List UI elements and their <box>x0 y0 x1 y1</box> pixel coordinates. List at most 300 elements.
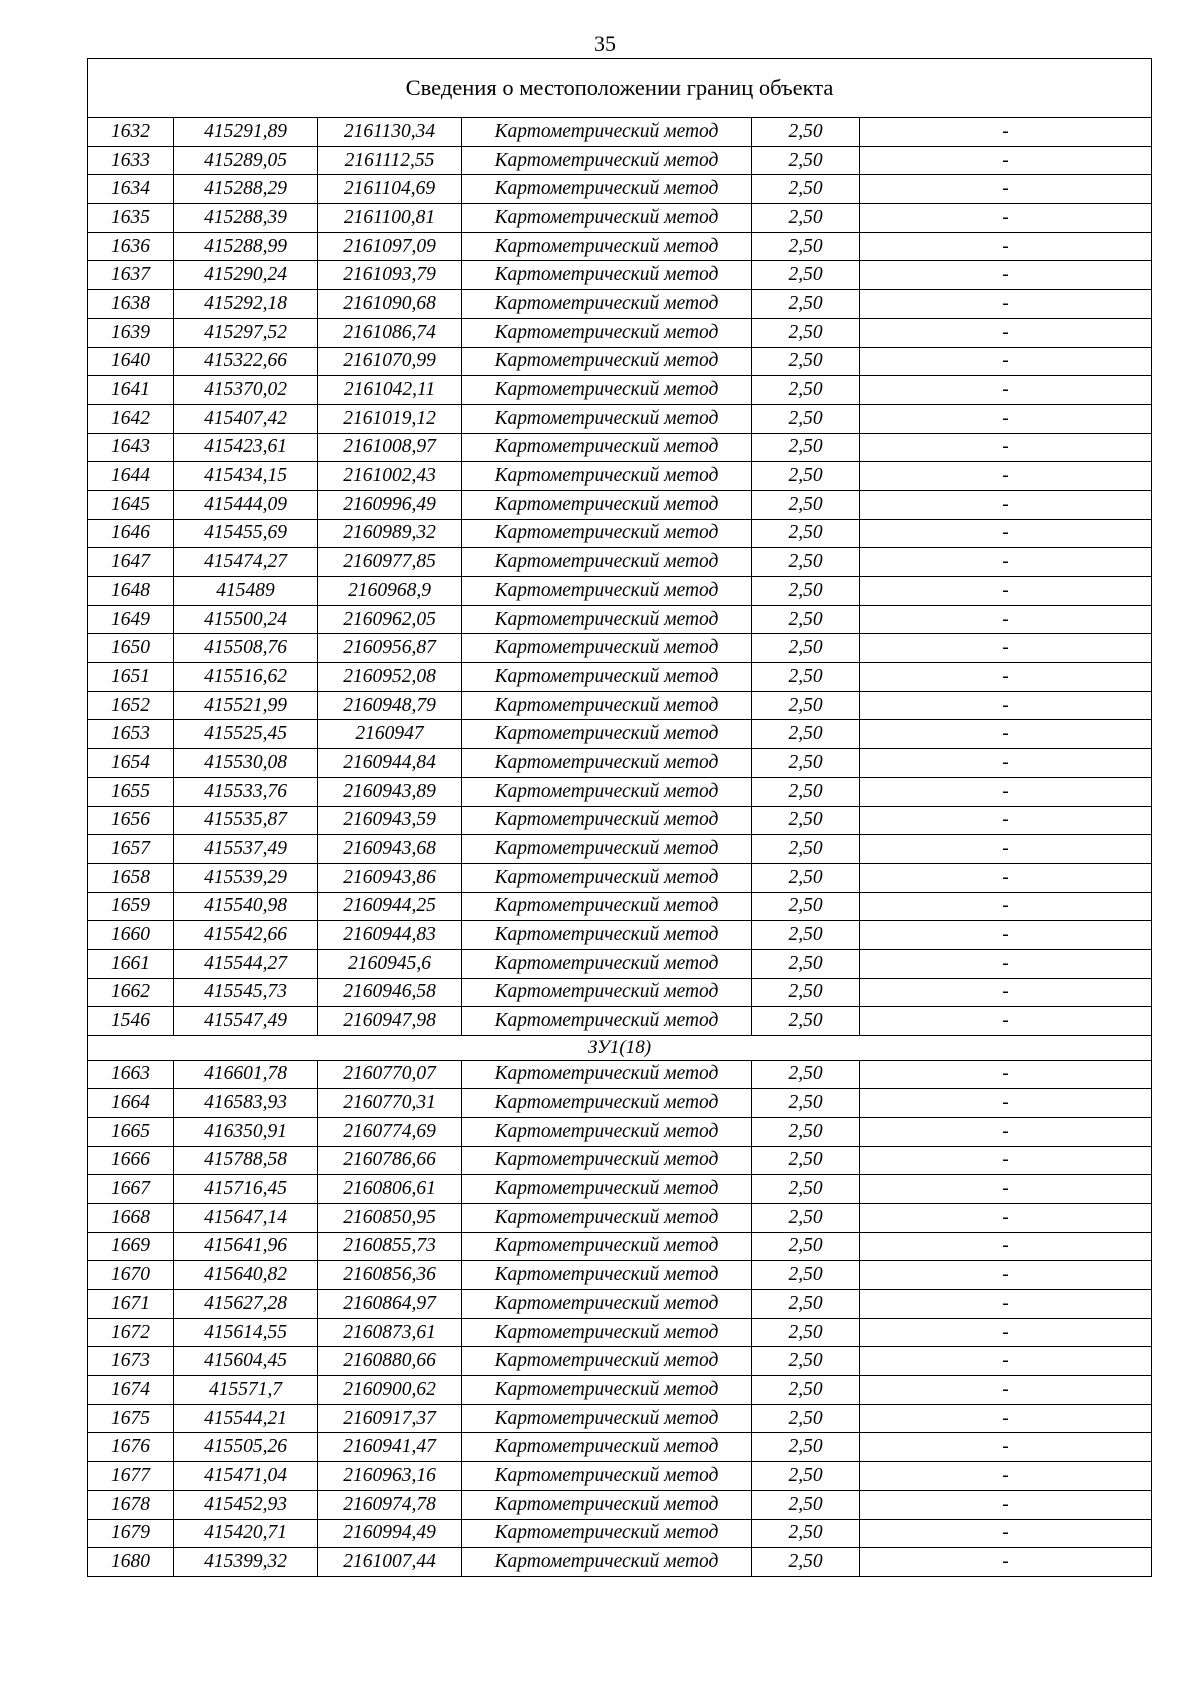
description-cell: - <box>860 1203 1152 1232</box>
method-cell: Картометрический метод <box>462 1462 752 1491</box>
description-cell: - <box>860 949 1152 978</box>
table-row <box>88 1290 1152 1319</box>
description-cell: - <box>860 204 1152 233</box>
description-cell: - <box>860 318 1152 347</box>
y-coordinate-cell: 2160944,25 <box>318 892 462 921</box>
description-cell: - <box>860 691 1152 720</box>
y-coordinate-cell: 2161130,34 <box>318 118 462 147</box>
y-coordinate-cell: 2160974,78 <box>318 1490 462 1519</box>
accuracy-cell: 2,50 <box>752 232 860 261</box>
method-cell: Картометрический метод <box>462 1318 752 1347</box>
method-cell: Картометрический метод <box>462 232 752 261</box>
point-number-cell: 1670 <box>88 1261 174 1290</box>
method-cell: Картометрический метод <box>462 835 752 864</box>
point-number-cell: 1666 <box>88 1146 174 1175</box>
table-row <box>88 232 1152 261</box>
accuracy-cell: 2,50 <box>752 949 860 978</box>
y-coordinate-cell: 2160956,87 <box>318 634 462 663</box>
x-coordinate-cell: 415407,42 <box>174 404 318 433</box>
x-coordinate-cell: 415571,7 <box>174 1376 318 1405</box>
y-coordinate-cell: 2160944,84 <box>318 749 462 778</box>
table-row <box>88 548 1152 577</box>
y-coordinate-cell: 2160948,79 <box>318 691 462 720</box>
point-number-cell: 1668 <box>88 1203 174 1232</box>
method-cell: Картометрический метод <box>462 1376 752 1405</box>
table-row <box>88 490 1152 519</box>
method-cell: Картометрический метод <box>462 720 752 749</box>
y-coordinate-cell: 2161093,79 <box>318 261 462 290</box>
description-cell: - <box>860 1089 1152 1118</box>
accuracy-cell: 2,50 <box>752 806 860 835</box>
accuracy-cell: 2,50 <box>752 1060 860 1089</box>
table-row <box>88 376 1152 405</box>
x-coordinate-cell: 415537,49 <box>174 835 318 864</box>
description-cell: - <box>860 806 1152 835</box>
accuracy-cell: 2,50 <box>752 1318 860 1347</box>
x-coordinate-cell: 415489 <box>174 577 318 606</box>
point-number-cell: 1647 <box>88 548 174 577</box>
x-coordinate-cell: 415500,24 <box>174 605 318 634</box>
table-row <box>88 1089 1152 1118</box>
x-coordinate-cell: 415444,09 <box>174 490 318 519</box>
x-coordinate-cell: 415716,45 <box>174 1175 318 1204</box>
description-cell: - <box>860 175 1152 204</box>
accuracy-cell: 2,50 <box>752 1146 860 1175</box>
description-cell: - <box>860 404 1152 433</box>
y-coordinate-cell: 2160943,86 <box>318 863 462 892</box>
point-number-cell: 1660 <box>88 921 174 950</box>
x-coordinate-cell: 415505,26 <box>174 1433 318 1462</box>
description-cell: - <box>860 376 1152 405</box>
x-coordinate-cell: 415399,32 <box>174 1548 318 1577</box>
method-cell: Картометрический метод <box>462 978 752 1007</box>
point-number-cell: 1680 <box>88 1548 174 1577</box>
x-coordinate-cell: 415788,58 <box>174 1146 318 1175</box>
accuracy-cell: 2,50 <box>752 1203 860 1232</box>
description-cell: - <box>860 290 1152 319</box>
point-number-cell: 1640 <box>88 347 174 376</box>
x-coordinate-cell: 415434,15 <box>174 462 318 491</box>
point-number-cell: 1672 <box>88 1318 174 1347</box>
y-coordinate-cell: 2160864,97 <box>318 1290 462 1319</box>
accuracy-cell: 2,50 <box>752 1433 860 1462</box>
description-cell: - <box>860 1146 1152 1175</box>
table-title: Сведения о местоположении границ объекта <box>88 59 1152 118</box>
description-cell: - <box>860 892 1152 921</box>
accuracy-cell: 2,50 <box>752 1089 860 1118</box>
accuracy-cell: 2,50 <box>752 318 860 347</box>
accuracy-cell: 2,50 <box>752 1117 860 1146</box>
table-row <box>88 1519 1152 1548</box>
accuracy-cell: 2,50 <box>752 1175 860 1204</box>
accuracy-cell: 2,50 <box>752 863 860 892</box>
y-coordinate-cell: 2160952,08 <box>318 663 462 692</box>
accuracy-cell: 2,50 <box>752 1519 860 1548</box>
table-row <box>88 663 1152 692</box>
method-cell: Картометрический метод <box>462 634 752 663</box>
description-cell: - <box>860 1117 1152 1146</box>
table-row <box>88 1548 1152 1577</box>
table-row <box>88 290 1152 319</box>
description-cell: - <box>860 347 1152 376</box>
description-cell: - <box>860 261 1152 290</box>
y-coordinate-cell: 2161042,11 <box>318 376 462 405</box>
accuracy-cell: 2,50 <box>752 1232 860 1261</box>
description-cell: - <box>860 777 1152 806</box>
point-number-cell: 1636 <box>88 232 174 261</box>
table-row <box>88 1318 1152 1347</box>
y-coordinate-cell: 2161097,09 <box>318 232 462 261</box>
x-coordinate-cell: 415420,71 <box>174 1519 318 1548</box>
x-coordinate-cell: 415540,98 <box>174 892 318 921</box>
accuracy-cell: 2,50 <box>752 204 860 233</box>
method-cell: Картометрический метод <box>462 663 752 692</box>
method-cell: Картометрический метод <box>462 548 752 577</box>
x-coordinate-cell: 416583,93 <box>174 1089 318 1118</box>
table-row <box>88 1261 1152 1290</box>
y-coordinate-cell: 2161104,69 <box>318 175 462 204</box>
x-coordinate-cell: 415530,08 <box>174 749 318 778</box>
accuracy-cell: 2,50 <box>752 1376 860 1405</box>
point-number-cell: 1645 <box>88 490 174 519</box>
description-cell: - <box>860 490 1152 519</box>
table-row <box>88 921 1152 950</box>
x-coordinate-cell: 415542,66 <box>174 921 318 950</box>
point-number-cell: 1639 <box>88 318 174 347</box>
table-row <box>88 1462 1152 1491</box>
y-coordinate-cell: 2160873,61 <box>318 1318 462 1347</box>
table-title-row <box>88 59 1152 118</box>
description-cell: - <box>860 749 1152 778</box>
accuracy-cell: 2,50 <box>752 577 860 606</box>
description-cell: - <box>860 921 1152 950</box>
accuracy-cell: 2,50 <box>752 634 860 663</box>
point-number-cell: 1662 <box>88 978 174 1007</box>
x-coordinate-cell: 415322,66 <box>174 347 318 376</box>
method-cell: Картометрический метод <box>462 290 752 319</box>
method-cell: Картометрический метод <box>462 1490 752 1519</box>
method-cell: Картометрический метод <box>462 749 752 778</box>
boundary-points-table <box>87 58 1152 1577</box>
accuracy-cell: 2,50 <box>752 519 860 548</box>
accuracy-cell: 2,50 <box>752 1007 860 1036</box>
accuracy-cell: 2,50 <box>752 691 860 720</box>
y-coordinate-cell: 2160880,66 <box>318 1347 462 1376</box>
table-row <box>88 749 1152 778</box>
method-cell: Картометрический метод <box>462 118 752 147</box>
description-cell: - <box>860 835 1152 864</box>
table-row <box>88 892 1152 921</box>
y-coordinate-cell: 2160963,16 <box>318 1462 462 1491</box>
table-row <box>88 720 1152 749</box>
x-coordinate-cell: 415474,27 <box>174 548 318 577</box>
method-cell: Картометрический метод <box>462 318 752 347</box>
table-row <box>88 835 1152 864</box>
x-coordinate-cell: 415288,29 <box>174 175 318 204</box>
table-row <box>88 1347 1152 1376</box>
point-number-cell: 1656 <box>88 806 174 835</box>
table-row <box>88 347 1152 376</box>
description-cell: - <box>860 1433 1152 1462</box>
x-coordinate-cell: 415647,14 <box>174 1203 318 1232</box>
y-coordinate-cell: 2160947,98 <box>318 1007 462 1036</box>
method-cell: Картометрический метод <box>462 1007 752 1036</box>
y-coordinate-cell: 2160968,9 <box>318 577 462 606</box>
table-row <box>88 605 1152 634</box>
y-coordinate-cell: 2161086,74 <box>318 318 462 347</box>
point-number-cell: 1642 <box>88 404 174 433</box>
accuracy-cell: 2,50 <box>752 1462 860 1491</box>
y-coordinate-cell: 2161002,43 <box>318 462 462 491</box>
x-coordinate-cell: 415544,27 <box>174 949 318 978</box>
accuracy-cell: 2,50 <box>752 347 860 376</box>
x-coordinate-cell: 415640,82 <box>174 1261 318 1290</box>
y-coordinate-cell: 2160856,36 <box>318 1261 462 1290</box>
table-row <box>88 863 1152 892</box>
method-cell: Картометрический метод <box>462 1290 752 1319</box>
description-cell: - <box>860 1376 1152 1405</box>
description-cell: - <box>860 863 1152 892</box>
table-row <box>88 1117 1152 1146</box>
point-number-cell: 1653 <box>88 720 174 749</box>
point-number-cell: 1671 <box>88 1290 174 1319</box>
point-number-cell: 1658 <box>88 863 174 892</box>
method-cell: Картометрический метод <box>462 1146 752 1175</box>
y-coordinate-cell: 2160943,59 <box>318 806 462 835</box>
table-row <box>88 1404 1152 1433</box>
description-cell: - <box>860 1490 1152 1519</box>
y-coordinate-cell: 2160946,58 <box>318 978 462 1007</box>
accuracy-cell: 2,50 <box>752 749 860 778</box>
y-coordinate-cell: 2160786,66 <box>318 1146 462 1175</box>
x-coordinate-cell: 415533,76 <box>174 777 318 806</box>
description-cell: - <box>860 1462 1152 1491</box>
point-number-cell: 1644 <box>88 462 174 491</box>
y-coordinate-cell: 2161008,97 <box>318 433 462 462</box>
method-cell: Картометрический метод <box>462 519 752 548</box>
x-coordinate-cell: 415545,73 <box>174 978 318 1007</box>
accuracy-cell: 2,50 <box>752 261 860 290</box>
x-coordinate-cell: 415508,76 <box>174 634 318 663</box>
description-cell: - <box>860 720 1152 749</box>
accuracy-cell: 2,50 <box>752 1490 860 1519</box>
point-number-cell: 1648 <box>88 577 174 606</box>
point-number-cell: 1675 <box>88 1404 174 1433</box>
x-coordinate-cell: 415525,45 <box>174 720 318 749</box>
table-row <box>88 1376 1152 1405</box>
point-number-cell: 1637 <box>88 261 174 290</box>
description-cell: - <box>860 978 1152 1007</box>
y-coordinate-cell: 2161100,81 <box>318 204 462 233</box>
point-number-cell: 1674 <box>88 1376 174 1405</box>
point-number-cell: 1661 <box>88 949 174 978</box>
x-coordinate-cell: 415535,87 <box>174 806 318 835</box>
x-coordinate-cell: 415539,29 <box>174 863 318 892</box>
description-cell: - <box>860 1519 1152 1548</box>
y-coordinate-cell: 2160943,89 <box>318 777 462 806</box>
method-cell: Картометрический метод <box>462 1089 752 1118</box>
method-cell: Картометрический метод <box>462 1548 752 1577</box>
method-cell: Картометрический метод <box>462 175 752 204</box>
table-row <box>88 175 1152 204</box>
x-coordinate-cell: 415290,24 <box>174 261 318 290</box>
description-cell: - <box>860 462 1152 491</box>
y-coordinate-cell: 2160944,83 <box>318 921 462 950</box>
point-number-cell: 1664 <box>88 1089 174 1118</box>
point-number-cell: 1673 <box>88 1347 174 1376</box>
accuracy-cell: 2,50 <box>752 921 860 950</box>
table-row <box>88 777 1152 806</box>
table-row <box>88 1433 1152 1462</box>
y-coordinate-cell: 2160994,49 <box>318 1519 462 1548</box>
x-coordinate-cell: 415516,62 <box>174 663 318 692</box>
table-row <box>88 1060 1152 1089</box>
y-coordinate-cell: 2160943,68 <box>318 835 462 864</box>
table-body <box>88 59 1152 1577</box>
accuracy-cell: 2,50 <box>752 1347 860 1376</box>
y-coordinate-cell: 2160945,6 <box>318 949 462 978</box>
method-cell: Картометрический метод <box>462 347 752 376</box>
table-row <box>88 949 1152 978</box>
point-number-cell: 1641 <box>88 376 174 405</box>
point-number-cell: 1677 <box>88 1462 174 1491</box>
x-coordinate-cell: 415288,99 <box>174 232 318 261</box>
description-cell: - <box>860 118 1152 147</box>
point-number-cell: 1669 <box>88 1232 174 1261</box>
description-cell: - <box>860 433 1152 462</box>
description-cell: - <box>860 1060 1152 1089</box>
method-cell: Картометрический метод <box>462 1261 752 1290</box>
accuracy-cell: 2,50 <box>752 118 860 147</box>
table-row <box>88 1490 1152 1519</box>
point-number-cell: 1546 <box>88 1007 174 1036</box>
method-cell: Картометрический метод <box>462 146 752 175</box>
point-number-cell: 1643 <box>88 433 174 462</box>
point-number-cell: 1632 <box>88 118 174 147</box>
description-cell: - <box>860 634 1152 663</box>
method-cell: Картометрический метод <box>462 1404 752 1433</box>
section-row <box>88 1036 1152 1061</box>
table-row <box>88 204 1152 233</box>
x-coordinate-cell: 415627,28 <box>174 1290 318 1319</box>
x-coordinate-cell: 415471,04 <box>174 1462 318 1491</box>
description-cell: - <box>860 1007 1152 1036</box>
y-coordinate-cell: 2160855,73 <box>318 1232 462 1261</box>
y-coordinate-cell: 2160770,31 <box>318 1089 462 1118</box>
table-row <box>88 318 1152 347</box>
y-coordinate-cell: 2160947 <box>318 720 462 749</box>
accuracy-cell: 2,50 <box>752 1290 860 1319</box>
x-coordinate-cell: 415521,99 <box>174 691 318 720</box>
method-cell: Картометрический метод <box>462 1232 752 1261</box>
x-coordinate-cell: 415297,52 <box>174 318 318 347</box>
table-row <box>88 118 1152 147</box>
point-number-cell: 1679 <box>88 1519 174 1548</box>
method-cell: Картометрический метод <box>462 261 752 290</box>
description-cell: - <box>860 232 1152 261</box>
x-coordinate-cell: 415604,45 <box>174 1347 318 1376</box>
accuracy-cell: 2,50 <box>752 1261 860 1290</box>
table-row <box>88 691 1152 720</box>
point-number-cell: 1646 <box>88 519 174 548</box>
method-cell: Картометрический метод <box>462 1203 752 1232</box>
y-coordinate-cell: 2161090,68 <box>318 290 462 319</box>
method-cell: Картометрический метод <box>462 949 752 978</box>
x-coordinate-cell: 415455,69 <box>174 519 318 548</box>
description-cell: - <box>860 1232 1152 1261</box>
point-number-cell: 1659 <box>88 892 174 921</box>
x-coordinate-cell: 415370,02 <box>174 376 318 405</box>
y-coordinate-cell: 2160977,85 <box>318 548 462 577</box>
accuracy-cell: 2,50 <box>752 663 860 692</box>
point-number-cell: 1663 <box>88 1060 174 1089</box>
method-cell: Картометрический метод <box>462 1060 752 1089</box>
description-cell: - <box>860 1318 1152 1347</box>
accuracy-cell: 2,50 <box>752 835 860 864</box>
y-coordinate-cell: 2160941,47 <box>318 1433 462 1462</box>
method-cell: Картометрический метод <box>462 1519 752 1548</box>
point-number-cell: 1657 <box>88 835 174 864</box>
y-coordinate-cell: 2160962,05 <box>318 605 462 634</box>
x-coordinate-cell: 415547,49 <box>174 1007 318 1036</box>
description-cell: - <box>860 548 1152 577</box>
point-number-cell: 1678 <box>88 1490 174 1519</box>
point-number-cell: 1649 <box>88 605 174 634</box>
description-cell: - <box>860 1175 1152 1204</box>
description-cell: - <box>860 1404 1152 1433</box>
x-coordinate-cell: 416350,91 <box>174 1117 318 1146</box>
description-cell: - <box>860 1548 1152 1577</box>
method-cell: Картометрический метод <box>462 863 752 892</box>
method-cell: Картометрический метод <box>462 921 752 950</box>
accuracy-cell: 2,50 <box>752 1404 860 1433</box>
y-coordinate-cell: 2160996,49 <box>318 490 462 519</box>
y-coordinate-cell: 2161019,12 <box>318 404 462 433</box>
x-coordinate-cell: 415288,39 <box>174 204 318 233</box>
accuracy-cell: 2,50 <box>752 548 860 577</box>
x-coordinate-cell: 415614,55 <box>174 1318 318 1347</box>
y-coordinate-cell: 2160917,37 <box>318 1404 462 1433</box>
description-cell: - <box>860 1261 1152 1290</box>
x-coordinate-cell: 416601,78 <box>174 1060 318 1089</box>
y-coordinate-cell: 2161007,44 <box>318 1548 462 1577</box>
accuracy-cell: 2,50 <box>752 892 860 921</box>
description-cell: - <box>860 577 1152 606</box>
section-label: ЗУ1(18) <box>88 1036 1152 1061</box>
x-coordinate-cell: 415423,61 <box>174 433 318 462</box>
method-cell: Картометрический метод <box>462 490 752 519</box>
accuracy-cell: 2,50 <box>752 433 860 462</box>
accuracy-cell: 2,50 <box>752 462 860 491</box>
point-number-cell: 1652 <box>88 691 174 720</box>
method-cell: Картометрический метод <box>462 806 752 835</box>
table-row <box>88 261 1152 290</box>
table-row <box>88 1146 1152 1175</box>
y-coordinate-cell: 2160806,61 <box>318 1175 462 1204</box>
y-coordinate-cell: 2160774,69 <box>318 1117 462 1146</box>
y-coordinate-cell: 2161112,55 <box>318 146 462 175</box>
table-row <box>88 404 1152 433</box>
table-row <box>88 1175 1152 1204</box>
table-row <box>88 146 1152 175</box>
method-cell: Картометрический метод <box>462 1117 752 1146</box>
y-coordinate-cell: 2160900,62 <box>318 1376 462 1405</box>
table-row <box>88 1232 1152 1261</box>
y-coordinate-cell: 2161070,99 <box>318 347 462 376</box>
method-cell: Картометрический метод <box>462 1433 752 1462</box>
table-row <box>88 462 1152 491</box>
y-coordinate-cell: 2160770,07 <box>318 1060 462 1089</box>
